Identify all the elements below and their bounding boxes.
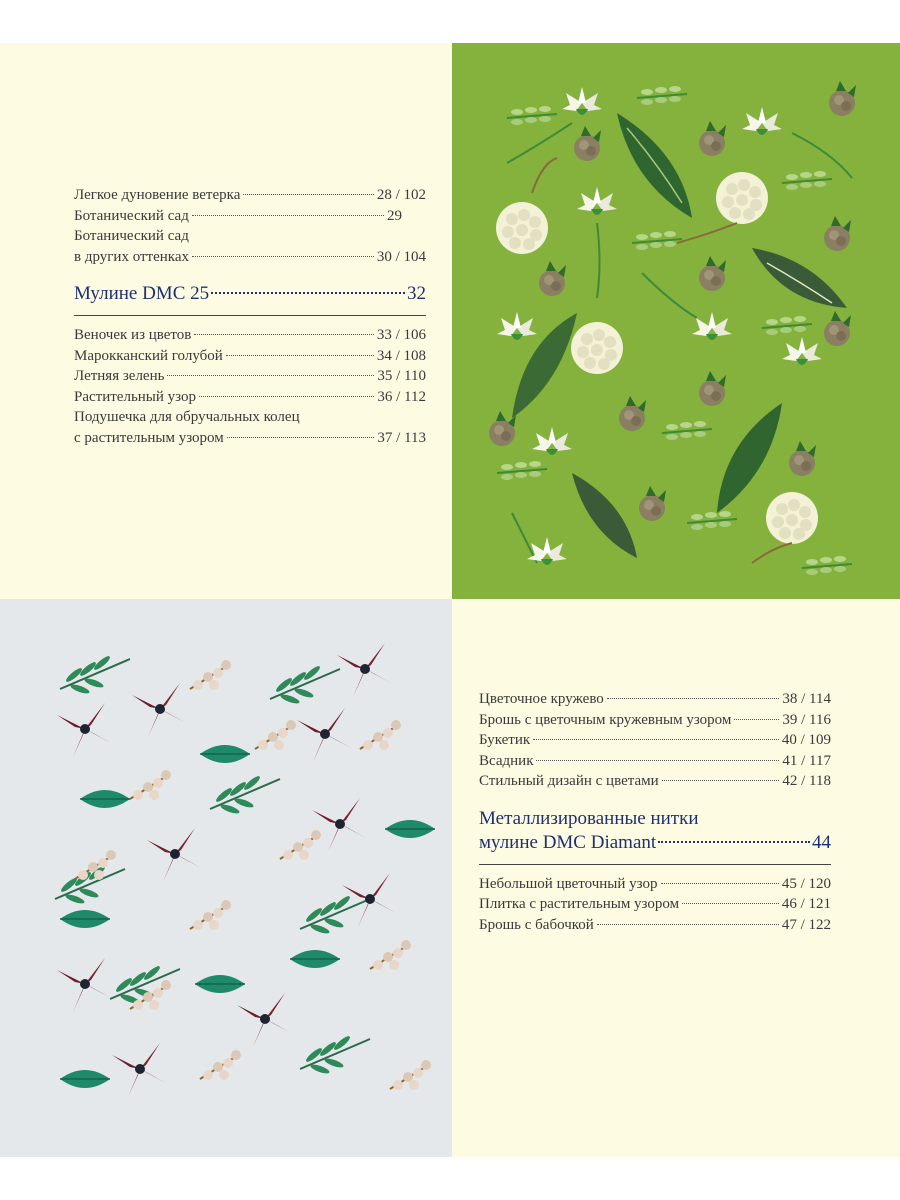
embroidery-illustration-green (452, 43, 900, 599)
toc-entry[interactable]: Всадник 41 / 117 (479, 752, 831, 769)
linen-embroidery-photo (0, 599, 452, 1157)
toc-entry[interactable]: Плитка с растительным узором 46 / 121 (479, 896, 831, 912)
toc-top (74, 187, 426, 450)
toc-entry[interactable]: Брошь с бабочкой 47 / 122 (479, 916, 831, 933)
toc-entry[interactable]: Цветочное кружево 38 / 114 (479, 691, 831, 707)
toc-entry[interactable]: в других оттенках 30 / 104 (74, 248, 426, 265)
toc-entry[interactable]: Летняя зелень 35 / 110 (74, 368, 426, 384)
section-heading-line1: Металлизированные нитки (479, 807, 699, 829)
toc-entry[interactable]: Легкое дуновение ветерка 28 / 102 (74, 187, 426, 203)
toc-entry[interactable]: Марокканский голубой 34 / 108 (74, 347, 426, 364)
green-embroidery-photo (452, 43, 900, 599)
toc-entry-line1: Ботанический сад (74, 228, 189, 244)
section-heading[interactable]: Металлизированные нитки мулине DMC Diamant 44 (479, 808, 831, 865)
toc-bottom (479, 691, 831, 937)
toc-entry[interactable]: Растительный узор 36 / 112 (74, 388, 426, 405)
toc-entry-line1: Подушечка для обручальных колец (74, 409, 300, 425)
toc-entry[interactable]: Брошь с цветочным кружевным узором 39 / 116 (479, 711, 831, 728)
toc-entry[interactable]: Ботанический сад 29 (74, 207, 402, 224)
embroidery-illustration-linen (0, 599, 452, 1157)
toc-entry[interactable]: Веночек из цветов 33 / 106 (74, 327, 426, 343)
toc-entry[interactable]: Стильный дизайн с цветами 42 / 118 (479, 773, 831, 789)
toc-entry[interactable]: Небольшой цветочный узор 45 / 120 (479, 875, 831, 892)
toc-entry[interactable]: с растительным узором 37 / 113 (74, 429, 426, 446)
toc-entry[interactable]: Букетик 40 / 109 (479, 732, 831, 748)
section-heading[interactable]: Мулине DMC 25 32 (74, 283, 426, 316)
